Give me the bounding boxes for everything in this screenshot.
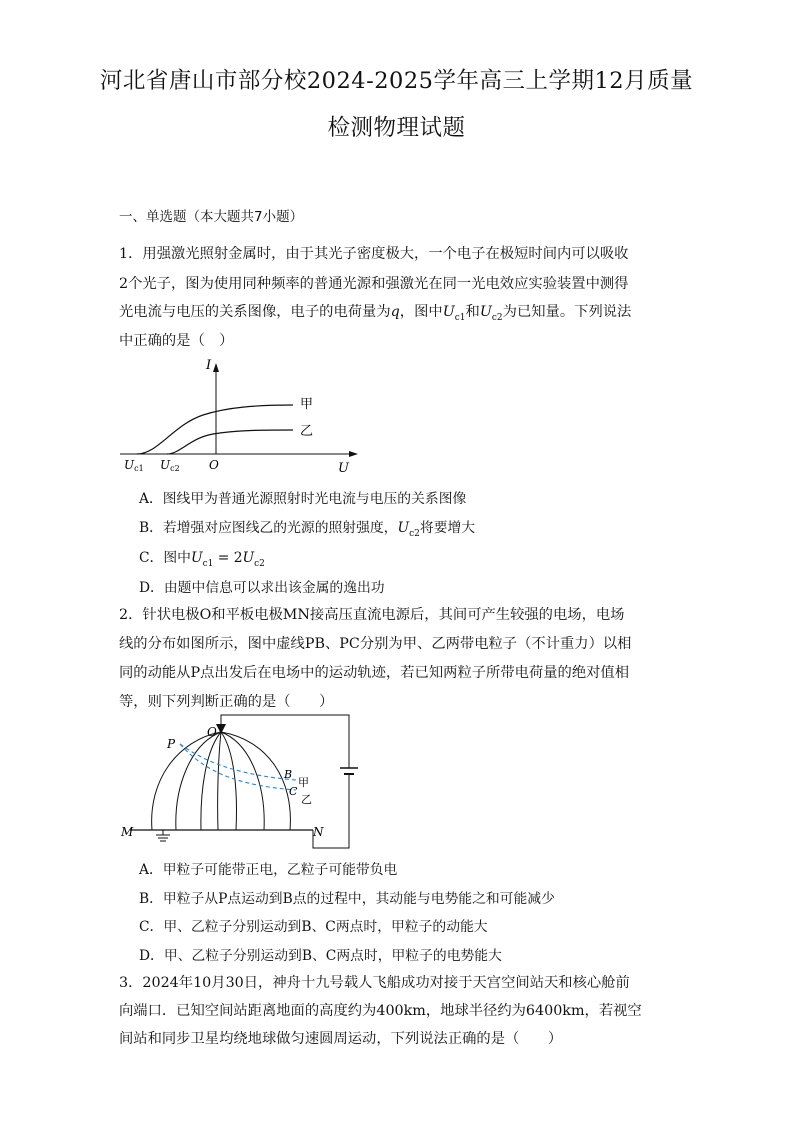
q2-label-n: N [313, 825, 324, 839]
q1-curve-jia-label: 甲 [300, 397, 314, 412]
q2-option-b: B．甲粒子从P点运动到B点的过程中，其动能与电势能之和可能减少 [139, 891, 555, 907]
q2-line3: 同的动能从P点出发后在电场中的运动轨迹，若已知两粒子所带电荷量的绝对值相 [119, 665, 630, 681]
q2-figure [118, 710, 368, 850]
q1-y-arrow [213, 363, 219, 372]
q1-line4: 中正确的是（ ） [119, 333, 234, 349]
q2-option-d: D．甲、乙粒子分别运动到B、C两点时，甲粒子的电势能大 [139, 948, 502, 964]
q1-x-arrow [349, 451, 358, 457]
q1-line3: 光电流与电压的关系图像，电子的电荷量为q，图中$U_{c1}$和$U_{c2}$为已知量。下列说法 [119, 304, 632, 323]
q2-line4: 等，则下列判断正确的是（ ） [119, 694, 334, 710]
q2-label-jia: 甲 [298, 776, 309, 789]
q2-label-yi: 乙 [301, 793, 312, 806]
page-title-line1: 河北省唐山市部分校2024-2025学年高三上学期12月质量 [99, 68, 694, 94]
q1-curve-jia [137, 405, 293, 454]
q1-option-b: B．若增强对应图线乙的光源的照射强度，$U_{c2}$将要增大 [139, 520, 476, 539]
q2-label-o: O [207, 725, 217, 739]
q1-origin-label: O [209, 458, 219, 472]
q1-curve-yi [167, 430, 293, 454]
q3-line3: 间站和同步卫星均绕地球做匀速圆周运动，下列说法正确的是（ ） [119, 1031, 563, 1047]
q1-option-d: D．由题中信息可以求出该金属的逸出功 [139, 580, 385, 596]
q1-option-a: A．图线甲为普通光源照射时光电流与电压的关系图像 [139, 491, 467, 507]
q2-label-p: P [167, 737, 176, 751]
q1-line1: 1．用强激光照射金属时，由于其光子密度极大，一个电子在极短时间内可以吸收 [119, 246, 629, 262]
q2-battery [340, 768, 358, 780]
q2-option-c: C．甲、乙粒子分别运动到B、C两点时，甲粒子的动能大 [139, 919, 488, 935]
q1-option-c: C．图中$U_{c1} = 2U_{c2}$ [139, 550, 265, 569]
q1-uc2-label: Uc2 [160, 458, 180, 473]
q2-ground-symbol [156, 830, 170, 841]
q2-label-c: C [289, 785, 298, 798]
q1-x-label: U [338, 461, 349, 476]
q1-curve-yi-label: 乙 [300, 424, 314, 439]
section-heading: 一、单选题（本大题共7小题） [119, 209, 304, 225]
q2-option-a: A．甲粒子可能带正电，乙粒子可能带负电 [139, 862, 398, 878]
q3-line2: 向端口．已知空间站距离地面的高度约为400km，地球半径约为6400km，若视空 [119, 1003, 642, 1019]
q1-line2: 2个光子，图为使用同种频率的普通光源和强激光在同一光电效应实验装置中测得 [119, 276, 629, 292]
q2-line2: 线的分布如图所示，图中虚线PB、PC分别为甲、乙两带电粒子（不计重力）以相 [119, 636, 632, 652]
q1-figure [118, 355, 368, 480]
q3-line1: 3．2024年10月30日，神舟十九号载人飞船成功对接于天宫空间站天和核心舱前 [119, 975, 630, 991]
page-title-line2: 检测物理试题 [327, 115, 466, 141]
q2-label-b: B [284, 768, 293, 781]
q1-y-label: I [206, 358, 212, 373]
q2-circuit-wire [221, 715, 349, 848]
q2-line1: 2．针状电极O和平板电极MN接高压直流电源后，其间可产生较强的电场，电场 [119, 607, 625, 623]
q1-uc1-label: Uc1 [124, 458, 144, 473]
q2-label-m: M [121, 825, 134, 839]
